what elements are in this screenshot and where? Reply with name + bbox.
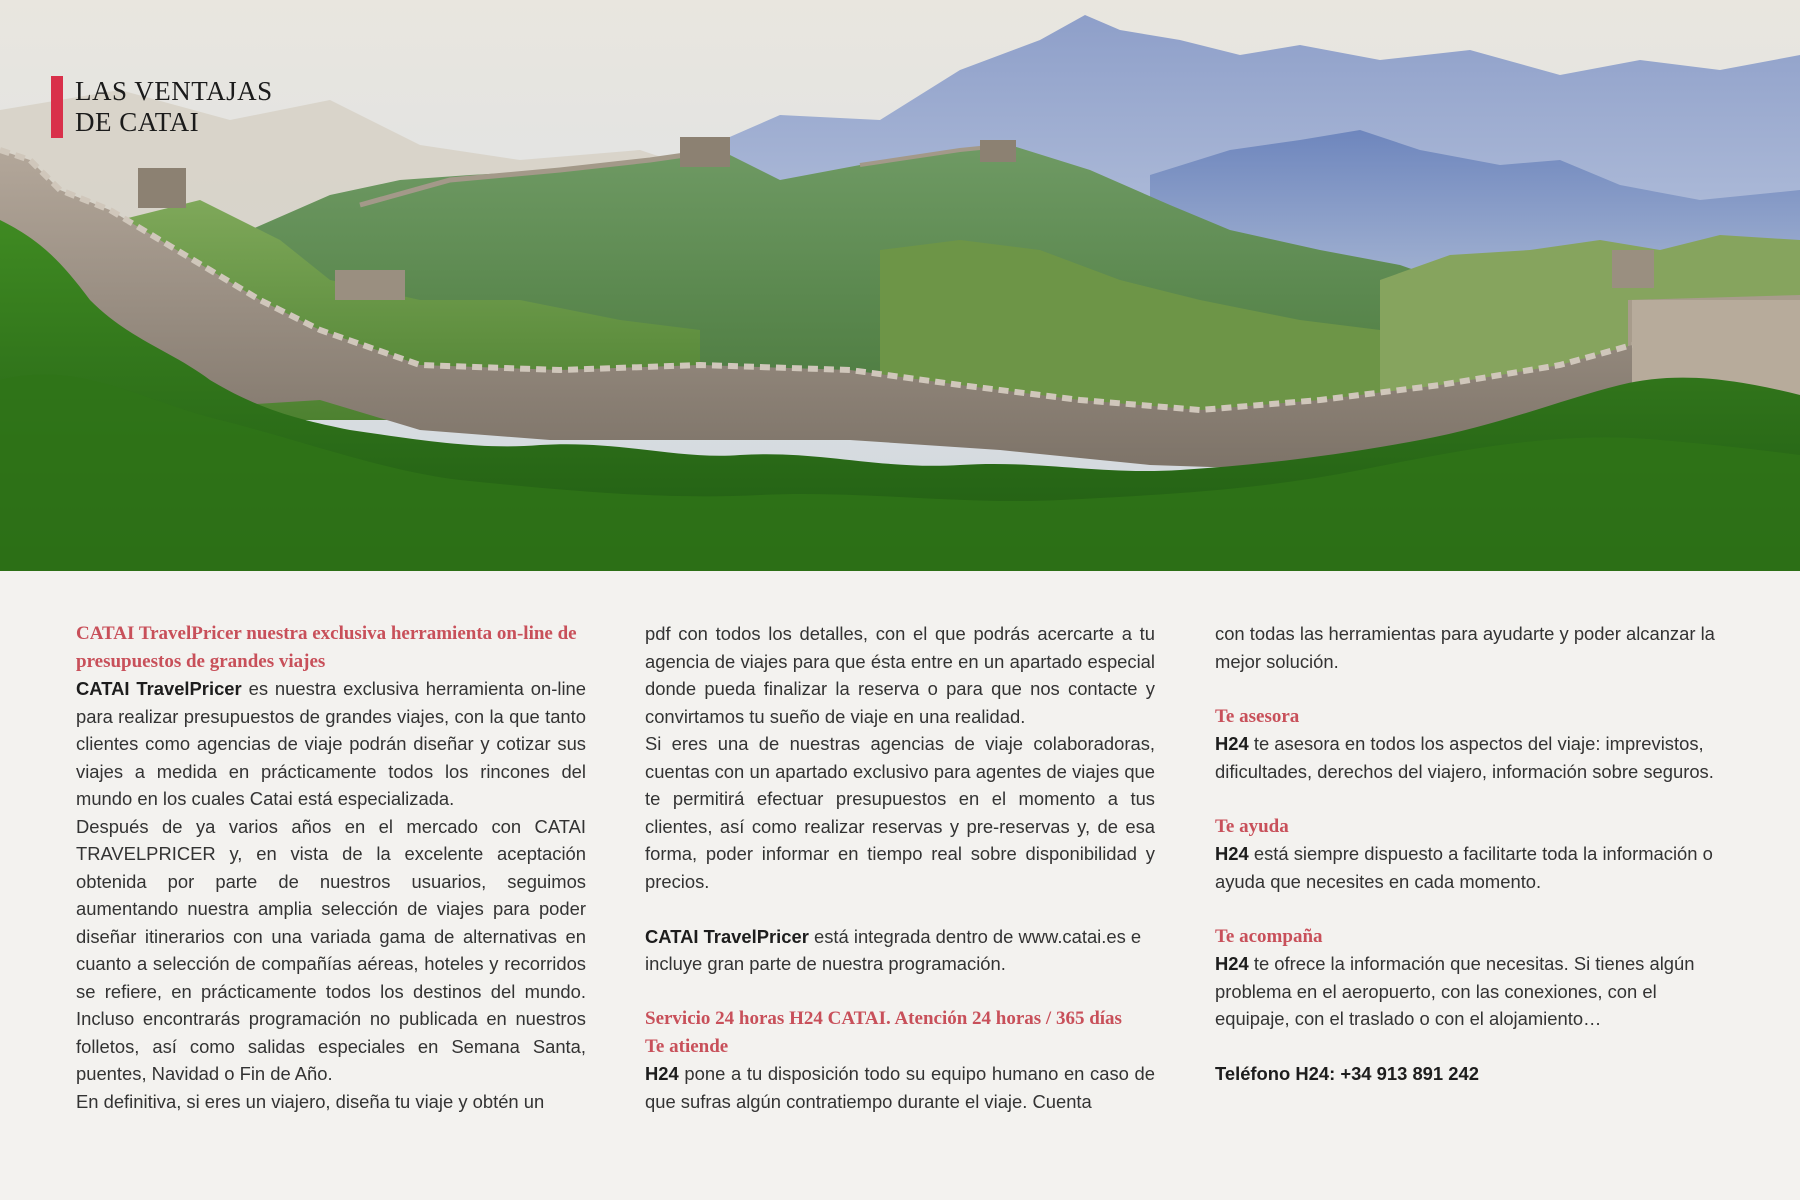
travelpricer-heading: CATAI TravelPricer nuestra exclusiva herramienta on-line de presupuestos de grandes viajes — [76, 623, 577, 672]
accompanies-heading: Te acompaña — [1215, 925, 1323, 947]
h24-attends-heading: Te atiende — [645, 1035, 729, 1057]
accompanies-text: te ofrece la información que necesitas. Si tienes algún problema en el aeropuerto, con las conexiones, con el equipaje, con el traslado o con el alojamiento… — [1215, 953, 1695, 1029]
section-title-text — [75, 76, 273, 138]
travelpricer-paragraph-3: En definitiva, si eres un viajero, diseña tu viaje y obtén un — [76, 1090, 545, 1112]
advises-paragraph — [1215, 730, 1725, 785]
helps-text: está siempre dispuesto a facilitarte toda la información o ayuda que necesites en cada momento. — [1215, 843, 1713, 892]
h24-label: H24 — [1215, 733, 1249, 754]
column-1 — [76, 620, 586, 1115]
h24-phone: Teléfono H24: +34 913 891 242 — [1215, 1063, 1479, 1084]
travelpricer-brand: CATAI TravelPricer — [76, 678, 242, 699]
helps-paragraph — [1215, 840, 1725, 895]
travelpricer-intro — [76, 675, 586, 813]
section-title-line2: DE CATAI — [75, 107, 200, 137]
h24-attends-text: pone a tu disposición todo su equipo humano en caso de que sufras algún contratiempo durante el viaje. Cuenta — [645, 1063, 1155, 1112]
h24-label: H24 — [1215, 843, 1249, 864]
travelpricer-paragraph-5: Si eres una de nuestras agencias de viaje colaboradoras, cuentas con un apartado exclusivo para agentes de viajes que te permitirá efectuar presupuestos en el momento a tus clientes, así como realizar reservas y pre-reservas y, de esa forma, poder informar en tiempo real sobre disponibilidad y precios. — [645, 733, 1155, 892]
advises-text: te asesora en todos los aspectos del viaje: imprevistos, dificultades, derechos del viajero, información sobre seguros. — [1215, 733, 1714, 782]
column-2 — [645, 620, 1155, 1115]
accompanies-paragraph — [1215, 950, 1725, 1033]
travelpricer-brand-2: CATAI TravelPricer — [645, 925, 809, 947]
helps-heading: Te ayuda — [1215, 815, 1289, 837]
section-title-line1: LAS VENTAJAS — [75, 76, 273, 106]
travelpricer-intro-text: es nuestra exclusiva herramienta on-line para realizar presupuestos de grandes viajes, con la que tanto clientes como agencias de viaje podrán diseñar y cotizar sus viajes a medida en prácticamente todos los rincones del mundo en los cuales Catai está especializada. — [76, 678, 586, 809]
h24-service-heading: Servicio 24 horas H24 CATAI. Atención 24 horas / 365 días — [645, 1008, 1122, 1029]
title-accent-bar — [51, 76, 63, 138]
column-3 — [1215, 620, 1725, 1088]
section-title — [51, 76, 273, 138]
travelpricer-integration-text: está integrada dentro de www.catai.es e incluye gran parte de nuestra programación. — [645, 925, 1142, 974]
travelpricer-paragraph-4: pdf con todos los detalles, con el que podrás acercarte a tu agencia de viajes para que ésta entre en un apartado especial donde pueda finalizar la reserva o para que nos contacte y convirtamos tu sueño de viaje en una realidad. — [645, 623, 1155, 727]
advises-heading: Te asesora — [1215, 705, 1300, 727]
travelpricer-paragraph-6 — [645, 923, 1155, 978]
travelpricer-paragraph-2: Después de ya varios años en el mercado con CATAI TRAVELPRICER y, en vista de la excelente aceptación obtenida por parte de nuestros usuarios, seguimos aumentando nuestra amplia selección de viajes para poder diseñar itinerarios con una variada gama de alternativas en cuanto a selección de compañías aéreas, hoteles y recorridos se refiere, en prácticamente todos los destinos del mundo. Incluso encontrarás programación no publicada en nuestros folletos, así como salidas especiales en Semana Santa, puentes, Navidad o Fin de Año. — [76, 815, 586, 1084]
h24-label: H24 — [645, 1063, 679, 1084]
h24-attends-paragraph — [645, 1060, 1155, 1115]
h24-label: H24 — [1215, 953, 1249, 974]
h24-solution-paragraph: con todas las herramientas para ayudarte y poder alcanzar la mejor solución. — [1215, 623, 1715, 672]
